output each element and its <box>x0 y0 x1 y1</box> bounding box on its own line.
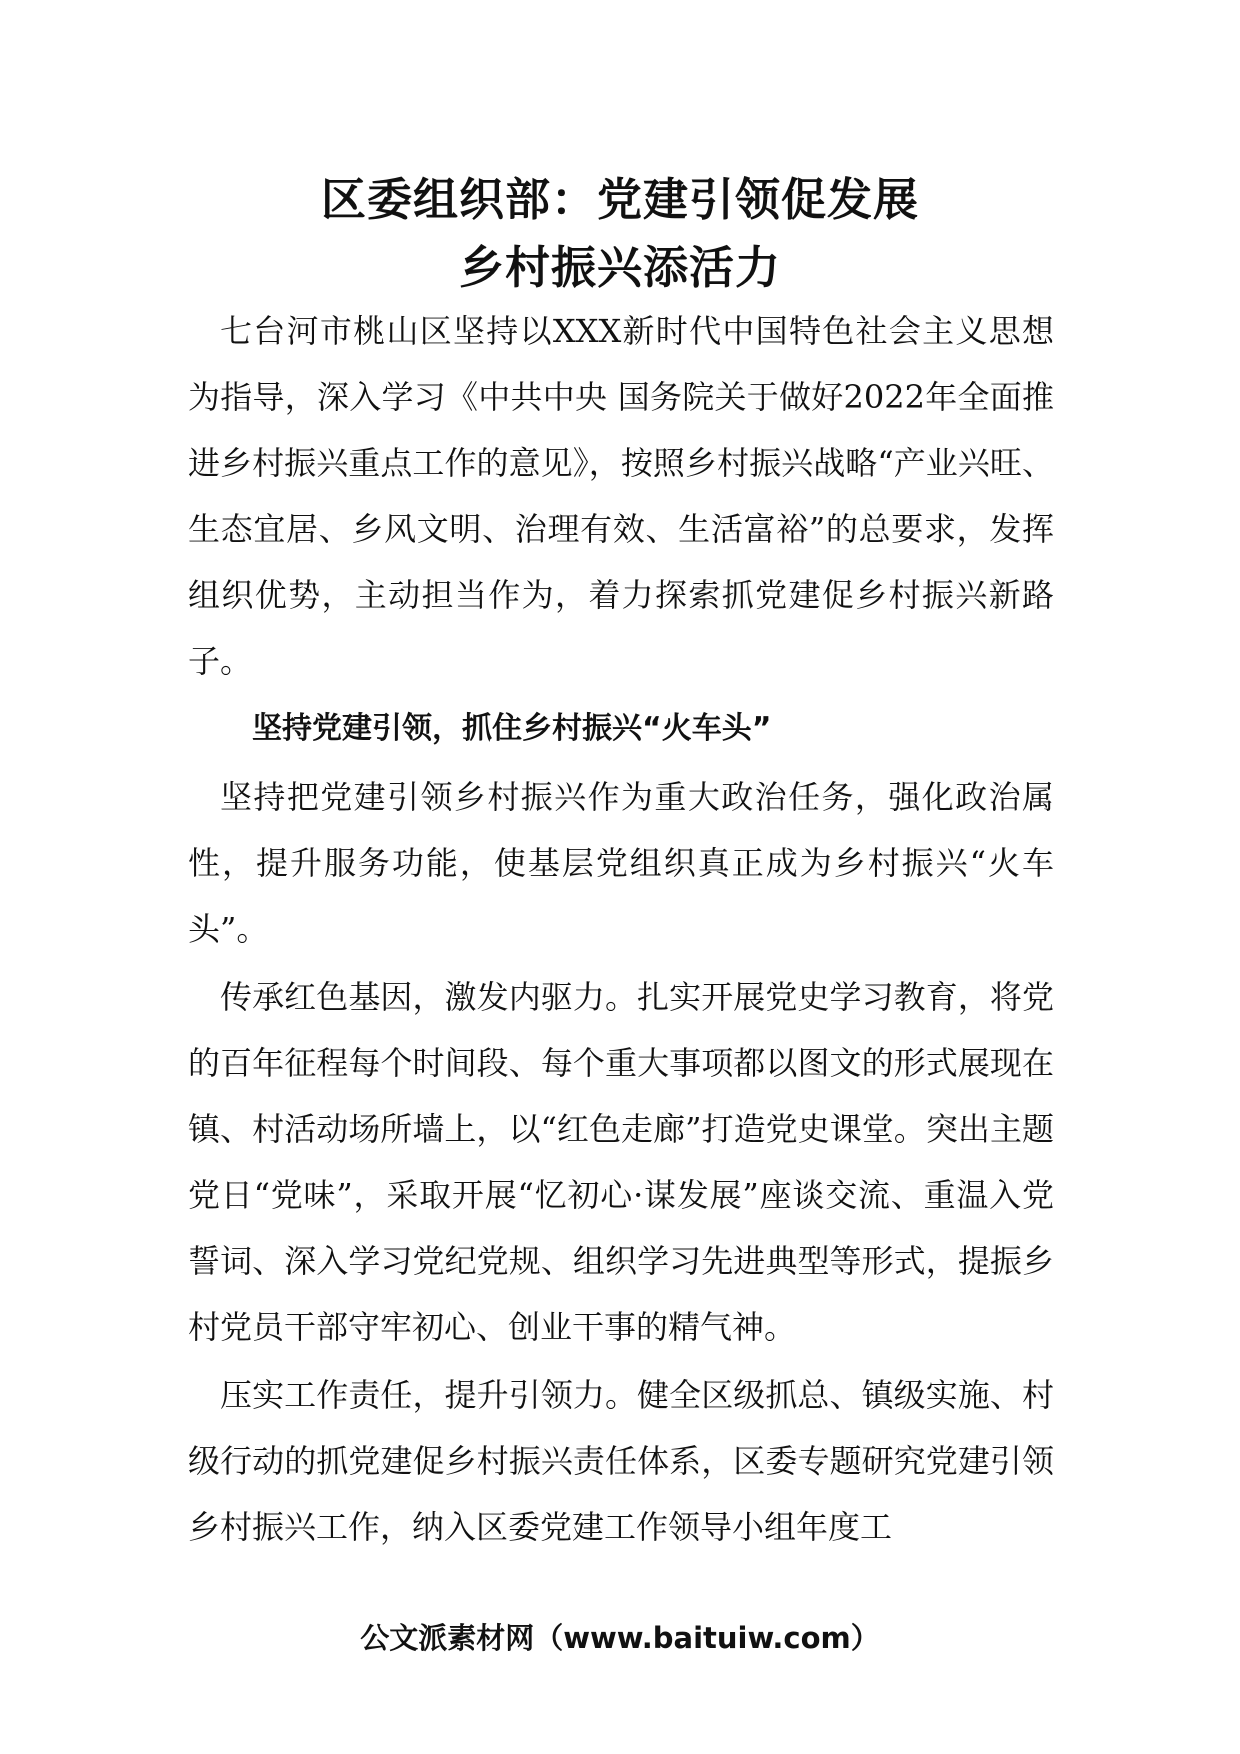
document-body <box>188 298 1054 1562</box>
paragraph-intro: 七台河市桃山区坚持以XXX新时代中国特色社会主义思想为指导，深入学习《中共中央 国务院关于做好2022年全面推进乡村振兴重点工作的意见》，按照乡村振兴战略“产业兴旺、生态宜居、乡风文明、治理有效、生活富裕”的总要求，发挥组织优势，主动担当作为，着力探索抓党建促乡村振兴新路子。 <box>188 312 1054 680</box>
paragraph-red-gene: 传承红色基因，激发内驱力。扎实开展党史学习教育，将党的百年征程每个时间段、每个重大事项都以图文的形式展现在镇、村活动场所墙上，以“红色走廊”打造党史课堂。突出主题党日“党味”，采取开展“忆初心·谋发展”座谈交流、重温入党誓词、深入学习党纪党规、组织学习先进典型等形式，提振乡村党员干部守牢初心、创业干事的精气神。 <box>188 978 1054 1346</box>
footer-watermark-text: 公文派素材网（www.baituiw.com） <box>360 1621 880 1655</box>
section-heading: 坚持党建引领，抓住乡村振兴“火车头” <box>252 711 772 746</box>
document-title-line-2: 乡村振兴添活力 <box>458 241 781 294</box>
document-title-line-1: 区委组织部：党建引领促发展 <box>320 173 919 226</box>
paragraph-section-intro: 坚持把党建引领乡村振兴作为重大政治任务，强化政治属性，提升服务功能，使基层党组织真正成为乡村振兴“火车头”。 <box>188 778 1054 948</box>
paragraph-responsibility: 压实工作责任，提升引领力。健全区级抓总、镇级实施、村级行动的抓党建促乡村振兴责任体系，区委专题研究党建引领乡村振兴工作，纳入区委党建工作领导小组年度工 <box>188 1376 1054 1546</box>
